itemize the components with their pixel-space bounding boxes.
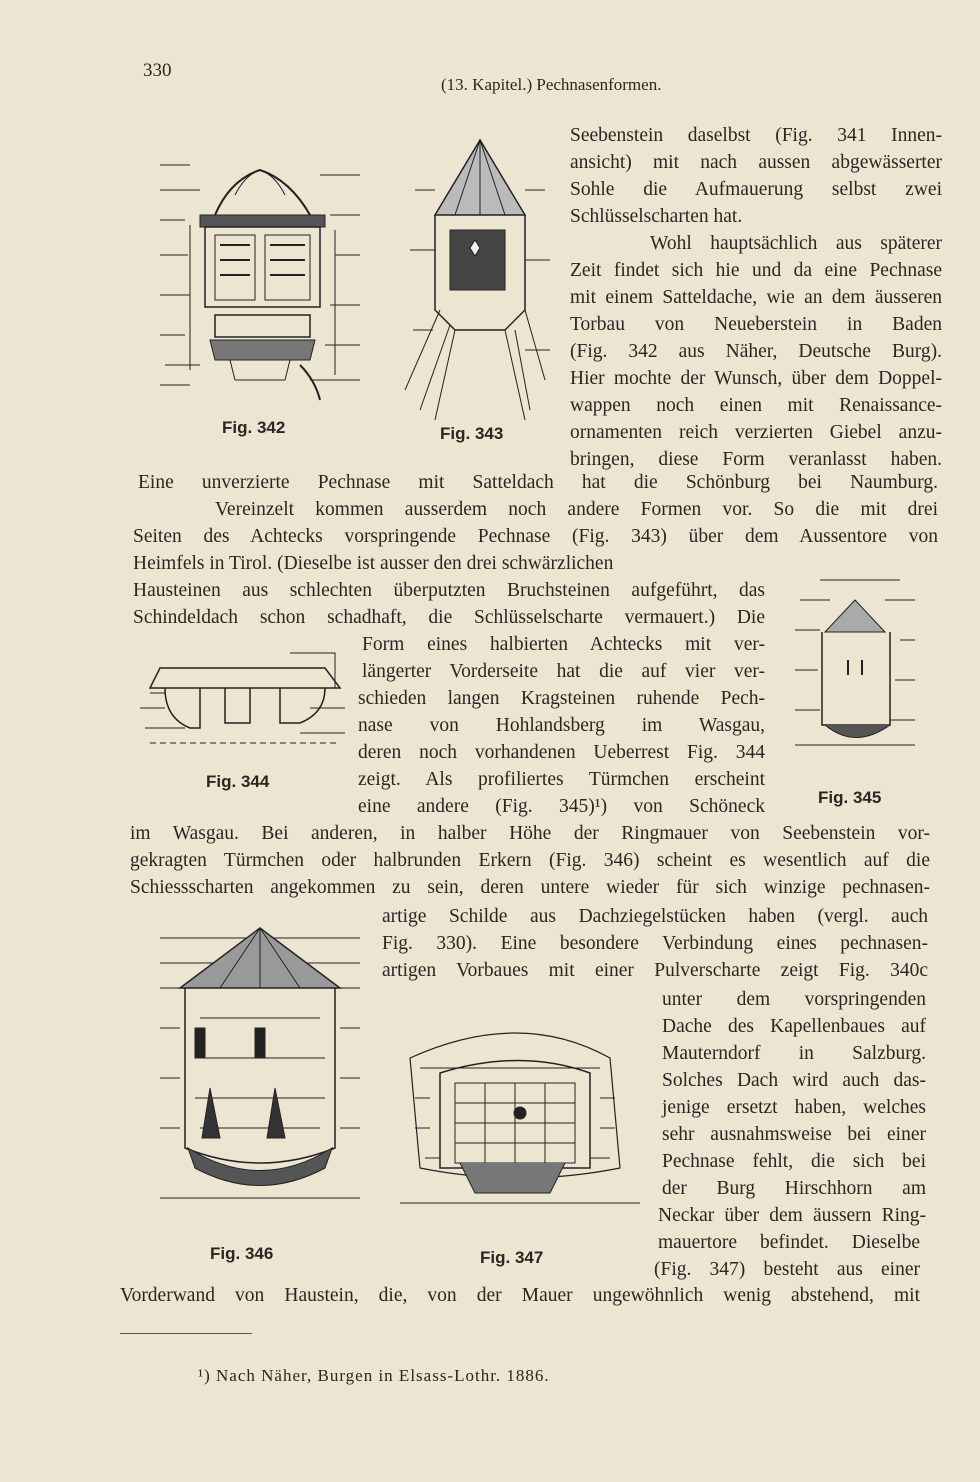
text-line: ornamenten reich verzierten Giebel anzu- [570, 422, 942, 443]
text-line: bringen, diese Form veranlasst haben. [570, 449, 942, 470]
caption-fig-345: Fig. 345 [818, 788, 882, 807]
figure-347-illustration [400, 1018, 640, 1218]
text-line: eine andere (Fig. 345)¹) von Schöneck [358, 796, 765, 817]
text-line: Heimfels in Tirol. (Dieselbe ist ausser den drei schwärzlichen [133, 553, 614, 574]
caption-fig-343: Fig. 343 [440, 424, 504, 443]
text-line: Wohl hauptsächlich aus späterer [650, 233, 942, 254]
text-line: im Wasgau. Bei anderen, in halber Höhe der Ringmauer von Seebenstein vor- [130, 823, 930, 844]
text-line: artige Schilde aus Dachziegelstücken haben (vergl. auch [382, 906, 928, 927]
text-line: gekragten Türmchen oder halbrunden Erkern (Fig. 346) scheint es wesentlich auf die [130, 850, 930, 871]
text-line: Schlüsselscharten hat. [570, 206, 743, 227]
text-line: ansicht) mit nach aussen abgewässerter [570, 152, 942, 173]
text-line: mit einem Satteldache, wie an dem äusseren [570, 287, 942, 308]
page-number: 330 [143, 60, 172, 81]
text-line: Seebenstein daselbst (Fig. 341 Innen- [570, 125, 942, 146]
footnote-divider [120, 1333, 252, 1334]
running-title: (13. Kapitel.) Pechnasenformen. [441, 75, 662, 94]
text-line: Eine unverzierte Pechnase mit Satteldach hat die Schönburg bei Naumburg. [138, 472, 938, 493]
text-line: Zeit findet sich hie und da eine Pechnase [570, 260, 942, 281]
text-line: Hier mochte der Wunsch, über dem Doppel- [570, 368, 942, 389]
text-line: Seiten des Achtecks vorspringende Pechnase (Fig. 343) über dem Aussentore von [133, 526, 938, 547]
text-line: Vorderwand von Haustein, die, von der Mauer ungewöhnlich wenig abstehend, mit [120, 1285, 920, 1306]
text-line: jenige ersetzt haben, welches [662, 1097, 926, 1118]
figure-345-illustration [790, 570, 920, 760]
text-line: artigen Vorbaues mit einer Pulverscharte zeigt Fig. 340c [382, 960, 928, 981]
text-line: schieden langen Kragsteinen ruhende Pech- [358, 688, 765, 709]
text-line: wappen noch einen mit Renaissance- [570, 395, 942, 416]
text-line: mauertore befindet. Dieselbe [658, 1232, 920, 1253]
text-line: Schiessscharten angekommen zu sein, deren untere wieder für sich winzige pechnasen- [130, 877, 930, 898]
text-line: längerter Vorderseite hat die auf vier ver- [362, 661, 765, 682]
text-line: Pechnase fehlt, die sich bei [662, 1151, 926, 1172]
text-line: Solches Dach wird auch das- [662, 1070, 926, 1091]
text-line: Sohle die Aufmauerung selbst zwei [570, 179, 942, 200]
figure-346-illustration [160, 918, 360, 1218]
caption-fig-344: Fig. 344 [206, 772, 270, 791]
text-line: sehr ausnahmsweise bei einer [662, 1124, 926, 1145]
text-line: unter dem vorspringenden [662, 989, 926, 1010]
text-line: der Burg Hirschhorn am [662, 1178, 926, 1199]
text-line: Hausteinen aus schlechten überputzten Bruchsteinen aufgeführt, das [133, 580, 765, 601]
text-line: Vereinzelt kommen ausserdem noch andere Formen vor. So die mit drei [215, 499, 938, 520]
text-line: Mauterndorf in Salzburg. [662, 1043, 926, 1064]
text-line: Schindeldach schon schadhaft, die Schlüsselscharte vermauert.) Die [133, 607, 765, 628]
footnote: ¹) Nach Näher, Burgen in Elsass-Lothr. 1886. [198, 1366, 550, 1385]
caption-fig-342: Fig. 342 [222, 418, 286, 437]
text-line: (Fig. 347) besteht aus einer [654, 1259, 920, 1280]
text-line: Torbau von Neueberstein in Baden [570, 314, 942, 335]
text-line: Form eines halbierten Achtecks mit ver- [362, 634, 765, 655]
figure-342-illustration [160, 135, 360, 405]
text-line: Fig. 330). Eine besondere Verbindung eines pechnasen- [382, 933, 928, 954]
caption-fig-347: Fig. 347 [480, 1248, 544, 1267]
figure-343-illustration [395, 130, 555, 420]
text-line: (Fig. 342 aus Näher, Deutsche Burg). [570, 341, 942, 362]
figure-344-illustration [140, 648, 350, 758]
text-line: nase von Hohlandsberg im Wasgau, [358, 715, 765, 736]
text-line: zeigt. Als profiliertes Türmchen erscheint [358, 769, 765, 790]
text-line: deren noch vorhandenen Ueberrest Fig. 344 [358, 742, 765, 763]
caption-fig-346: Fig. 346 [210, 1244, 274, 1263]
text-line: Dache des Kapellenbaues auf [662, 1016, 926, 1037]
text-line: Neckar über dem äussern Ring- [658, 1205, 926, 1226]
